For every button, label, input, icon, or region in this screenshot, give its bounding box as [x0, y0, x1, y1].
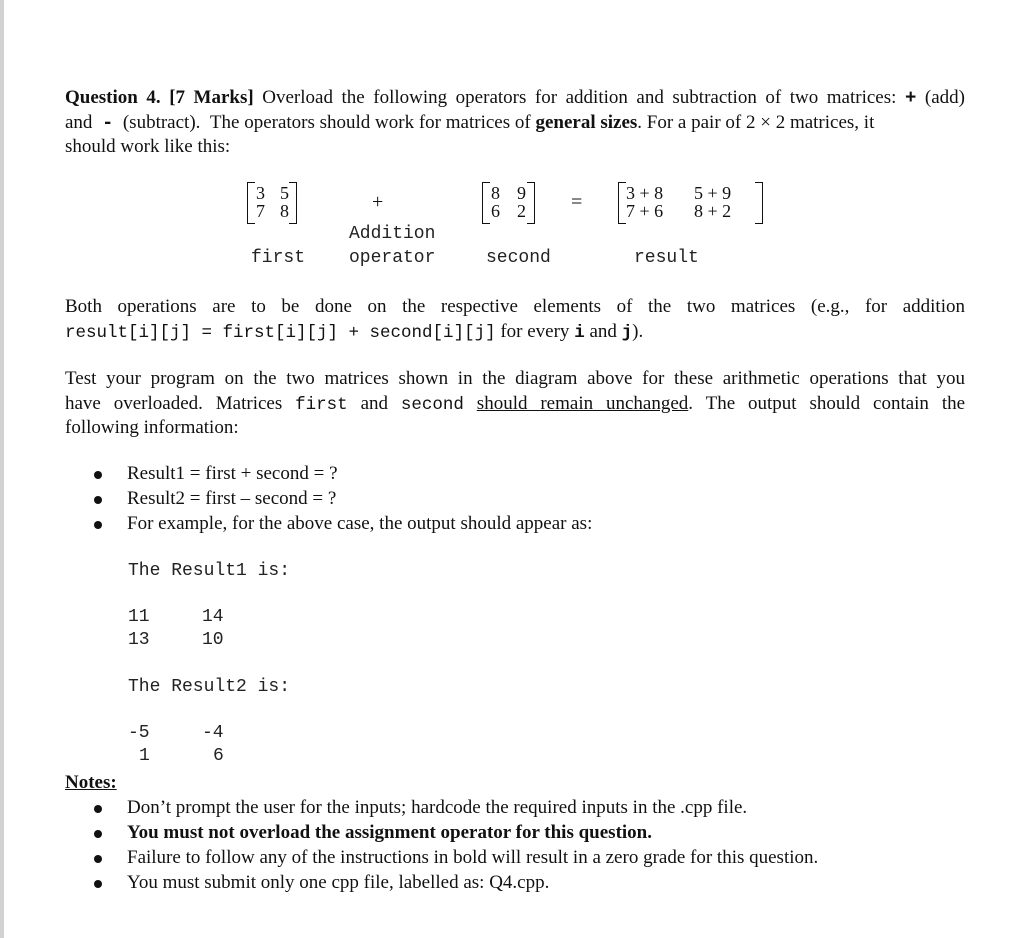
bullet-result2: Result2 = first – second = ?: [127, 488, 337, 509]
matrix-cell: 3 + 8: [626, 183, 664, 203]
output-cell: 13: [128, 630, 150, 650]
page-left-edge: [0, 0, 4, 938]
output-cell: 6: [213, 746, 224, 766]
question-intro-text: Overload the following operators for addition and subtraction of two matrices:: [262, 87, 897, 108]
note-zero-grade: Failure to follow any of the instructions in bold will result in a zero grade for this question.: [127, 847, 819, 868]
matrix-cell: 2: [517, 201, 526, 221]
second-matrix: [482, 182, 535, 222]
matrix-cell: 6: [491, 201, 500, 221]
output-cell: -5: [128, 723, 150, 743]
first-matrix: [247, 182, 297, 222]
bullet-dot: [94, 880, 102, 888]
subtract-word: (subtract).: [122, 111, 201, 133]
matrix-cell: 8 + 2: [694, 201, 732, 221]
matrix-cell: 8: [280, 201, 289, 221]
test-line-1: Test your program on the two matrices shown in the diagram above for these arithmetic operations that you: [65, 368, 965, 389]
test-line-2: [65, 392, 965, 417]
output-cell: 11: [128, 607, 150, 627]
test-line-2-lead: have overloaded. Matrices: [65, 392, 283, 414]
both-operations-paragraph: [65, 295, 965, 344]
question-line-3: should work like this:: [65, 136, 231, 157]
bullet-example: For example, for the above case, the output should appear as:: [127, 513, 593, 534]
output-cell: 14: [202, 607, 224, 627]
result1-heading: The Result1 is:: [128, 561, 291, 581]
matrix-cell: 7: [256, 201, 265, 221]
question-line-2: [65, 111, 965, 136]
question-line-1: [65, 86, 965, 111]
add-operator: +: [904, 87, 917, 109]
bullet-dot: [94, 471, 102, 479]
subtract-operator: -: [101, 111, 114, 134]
note-no-assignment-overload: You must not overload the assignment operator for this question.: [127, 822, 652, 843]
close-paren: ).: [632, 320, 644, 342]
test-line-3: following information:: [65, 417, 239, 438]
matrix-cell: 5 + 9: [694, 183, 732, 203]
output-cell: -4: [202, 723, 224, 743]
test-line-2-tail: . The output should contain the: [688, 392, 966, 414]
result-matrix: [618, 182, 763, 222]
bullet-dot: [94, 521, 102, 529]
first-label: first: [251, 248, 306, 268]
index-i: i: [574, 322, 585, 343]
second-identifier: second: [400, 394, 464, 415]
bullet-dot: [94, 855, 102, 863]
matrix-cell: 9: [517, 183, 526, 203]
for-every-text: for every: [500, 320, 570, 342]
index-j: j: [621, 322, 633, 343]
unchanged-emphasis: should remain unchanged: [476, 392, 689, 414]
question-label: Question 4.: [65, 87, 161, 108]
sizes-lead: The operators should work for matrices of: [209, 111, 531, 133]
and-text: and: [589, 320, 617, 342]
second-label: second: [486, 248, 551, 268]
output-cell: 1: [139, 746, 150, 766]
note-hardcode: Don’t prompt the user for the inputs; hardcode the required inputs in the .cpp file.: [127, 797, 748, 818]
sizes-tail: . For a pair of 2 × 2 matrices, it: [637, 111, 875, 133]
add-word: (add): [924, 87, 966, 108]
both-ops-line-1: Both operations are to be done on the respective elements of the two matrices (e.g., for addition: [65, 296, 965, 317]
and-word: and: [65, 111, 93, 133]
matrix-cell: 3: [256, 183, 265, 203]
bullet-dot: [94, 496, 102, 504]
bullet-dot: [94, 830, 102, 838]
both-ops-line-2: [65, 320, 965, 345]
output-cell: 10: [202, 630, 224, 650]
first-identifier: first: [295, 394, 348, 415]
question-marks: [7 Marks]: [169, 87, 254, 108]
note-submit-file: You must submit only one cpp file, labelled as: Q4.cpp.: [127, 872, 550, 893]
bullet-dot: [94, 805, 102, 813]
result2-heading: The Result2 is:: [128, 677, 291, 697]
operator-label: operator: [349, 248, 436, 268]
general-sizes: general sizes: [535, 111, 638, 133]
notes-heading: Notes:: [65, 772, 117, 793]
matrix-cell: 5: [280, 183, 289, 203]
test-paragraph: [65, 367, 965, 441]
test-and: and: [360, 392, 388, 414]
plus-sign: +: [372, 191, 384, 213]
matrix-cell: 7 + 6: [626, 201, 664, 221]
question-intro: [65, 86, 965, 160]
equals-sign: =: [571, 191, 583, 213]
addition-label: Addition: [349, 224, 436, 244]
bullet-result1: Result1 = first + second = ?: [127, 463, 338, 484]
matrix-cell: 8: [491, 183, 500, 203]
result-label: result: [634, 248, 699, 268]
element-formula: result[i][j] = first[i][j] + second[i][j]: [65, 322, 496, 343]
